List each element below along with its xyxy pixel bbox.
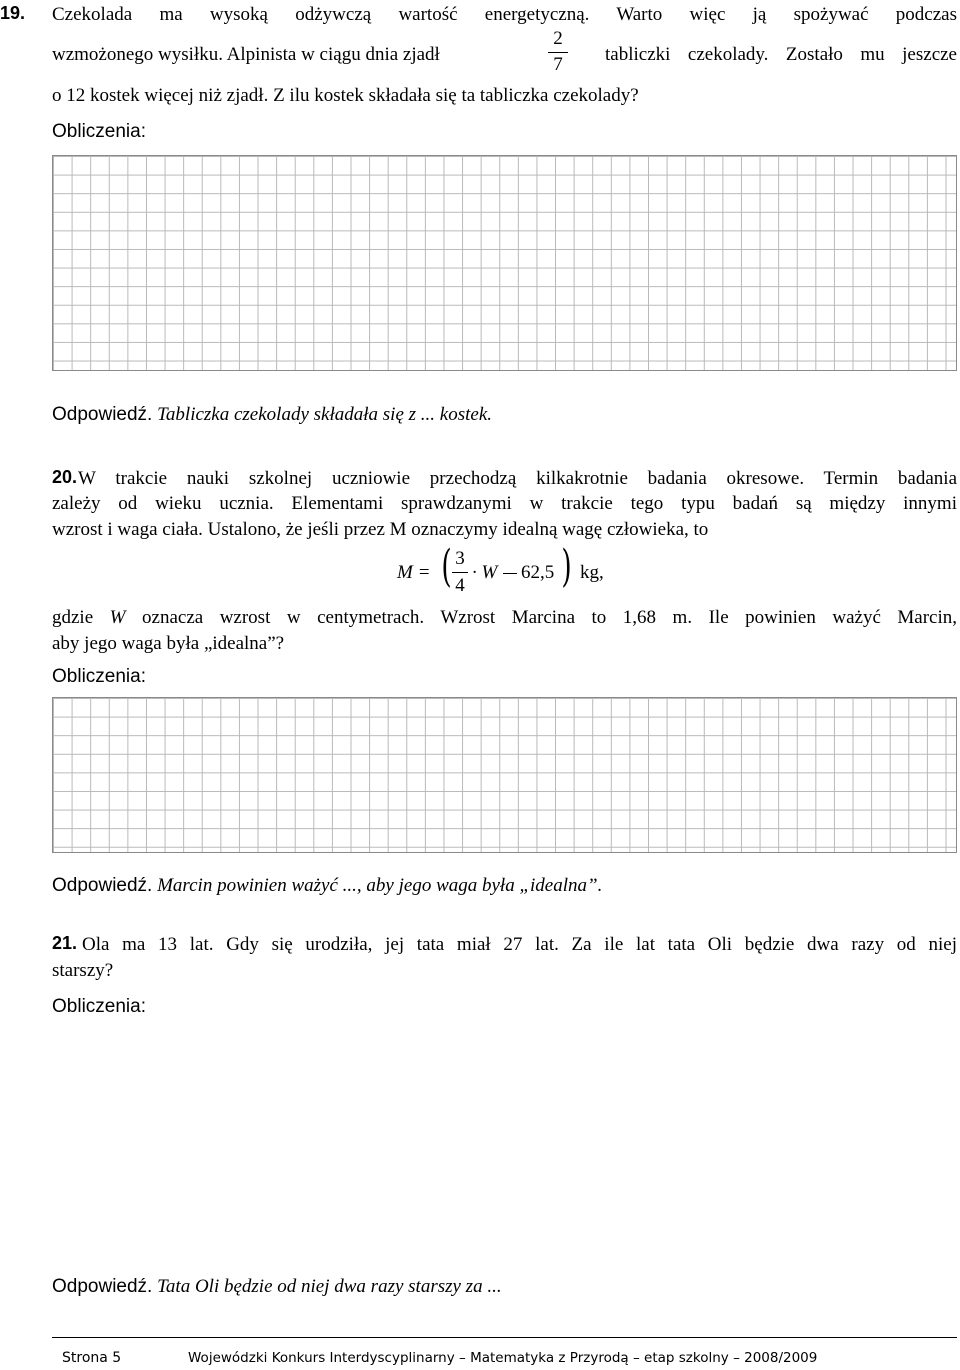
question-19-text-line-3: o 12 kostek więcej niż zjadł. Z ilu kostek składała się ta tabliczka czekolady? bbox=[52, 85, 639, 106]
question-20-text-line-3: wzrost i waga ciała. Ustalono, że jeśli przez M oznaczymy idealną wagę człowieka, to bbox=[52, 519, 709, 540]
footer-title: Wojewódzki Konkurs Interdyscyplinarny – Matematyka z Przyrodą – etap szkolny – 2008/2009 bbox=[188, 1350, 818, 1366]
question-19-text-line-1: Czekolada ma wysoką odżywczą wartość energetyczną. Warto więc ją spożywać podczas bbox=[52, 4, 957, 25]
question-20-line-4a: gdzie bbox=[52, 607, 94, 628]
calculations-label-20: Obliczenia: bbox=[52, 666, 146, 687]
question-20-line-4b: oznacza wzrost w centymetrach. Wzrost Marcina to 1,68 m. Ile powinien ważyć Marcin, bbox=[142, 607, 958, 628]
variable-w: W bbox=[109, 607, 126, 628]
answer-label-20: Odpowiedź. bbox=[52, 875, 153, 896]
formula-numerator: 3 bbox=[455, 548, 465, 569]
answer-text-20: Marcin powinien ważyć ..., aby jego waga była „idealna”. bbox=[157, 875, 603, 896]
fraction-denominator: 7 bbox=[553, 54, 563, 75]
question-20-number: 20. bbox=[52, 467, 78, 487]
question-21-number: 21. bbox=[52, 933, 78, 953]
answer-19 bbox=[52, 402, 492, 428]
answer-text-21: Tata Oli będzie od niej dwa razy starszy za ... bbox=[157, 1276, 502, 1297]
formula-constant: 62,5 bbox=[521, 562, 555, 583]
footer-page-number: Strona 5 bbox=[62, 1350, 122, 1366]
fraction-numerator: 2 bbox=[553, 28, 563, 49]
answer-label-19: Odpowiedź. bbox=[52, 404, 153, 425]
calculations-label-19: Obliczenia: bbox=[52, 121, 146, 142]
question-19-text-line-2a: wzmożonego wysiłku. Alpinista w ciągu dnia zjadł bbox=[52, 44, 440, 65]
formula-denominator: 4 bbox=[455, 575, 465, 596]
answer-text-19: Tabliczka czekolady składała się z ... kostek. bbox=[157, 404, 492, 425]
fraction-bar bbox=[548, 52, 568, 53]
question-21-text-line-2: starszy? bbox=[52, 960, 114, 981]
calculation-grid-19[interactable] bbox=[52, 155, 957, 371]
question-20-text-line-1: W trakcie nauki szkolnej uczniowie przechodzą kilkakrotnie badania okresowe. Termin badania bbox=[78, 468, 957, 489]
question-19-text-line-2b: tabliczki czekolady. Zostało mu jeszcze bbox=[605, 44, 957, 65]
answer-21 bbox=[52, 1274, 502, 1300]
formula-unit: kg, bbox=[580, 562, 604, 583]
answer-label-21: Odpowiedź. bbox=[52, 1276, 153, 1297]
formula-right-paren: ) bbox=[561, 541, 572, 592]
question-19-number: 19. bbox=[0, 3, 26, 23]
formula-left-paren: ( bbox=[441, 541, 452, 592]
formula-fraction-bar bbox=[452, 572, 468, 573]
calculations-label-21: Obliczenia: bbox=[52, 996, 146, 1017]
formula-lhs: M = bbox=[397, 562, 431, 583]
footer-rule bbox=[52, 1337, 957, 1338]
formula-w: · W bbox=[472, 562, 498, 583]
formula-minus-sign bbox=[503, 573, 517, 574]
question-20-text-line-2: zależy od wieku ucznia. Elementami sprawdzanymi w trakcie tego typu badań są między innymi bbox=[52, 493, 957, 514]
question-20-text-line-5: aby jego waga była „idealna”? bbox=[52, 633, 285, 654]
question-20-text-line-4 bbox=[52, 605, 957, 631]
question-21-text-line-1: Ola ma 13 lat. Gdy się urodziła, jej tata miał 27 lat. Za ile lat tata Oli będzie dwa razy od niej bbox=[82, 934, 957, 955]
calculation-grid-20[interactable] bbox=[52, 697, 957, 853]
answer-20 bbox=[52, 873, 602, 899]
